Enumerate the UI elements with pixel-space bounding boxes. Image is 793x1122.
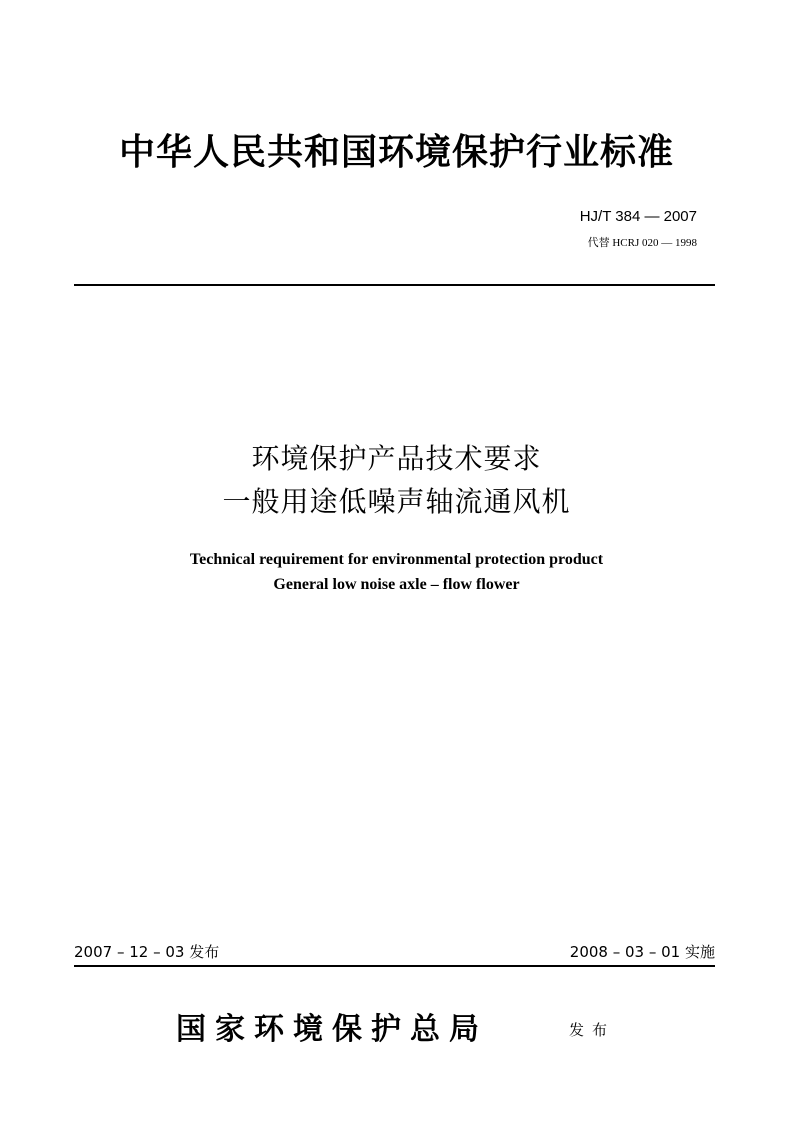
release-date: 2007 – 12 – 03 发布	[74, 943, 220, 961]
chinese-title-line1: 环境保护产品技术要求	[251, 442, 542, 475]
standard-category-heading: 中华人民共和国环境保护行业标准	[118, 131, 674, 173]
issue-label: 发布	[569, 1021, 616, 1039]
bottom-divider	[74, 965, 715, 967]
top-divider	[74, 284, 715, 286]
implementation-date: 2008 – 03 – 01 实施	[569, 943, 715, 961]
chinese-title-line2: 一般用途低噪声轴流通风机	[222, 485, 571, 518]
standard-code: HJ/T 384 — 2007	[579, 208, 697, 225]
replaces-standard: 代替 HCRJ 020 — 1998	[587, 237, 697, 249]
english-title-line1: Technical requirement for environmental protection product	[189, 551, 604, 568]
english-title-line2: General low noise axle – flow flower	[273, 576, 520, 593]
issuing-authority: 国家环境保护总局	[176, 1012, 488, 1047]
